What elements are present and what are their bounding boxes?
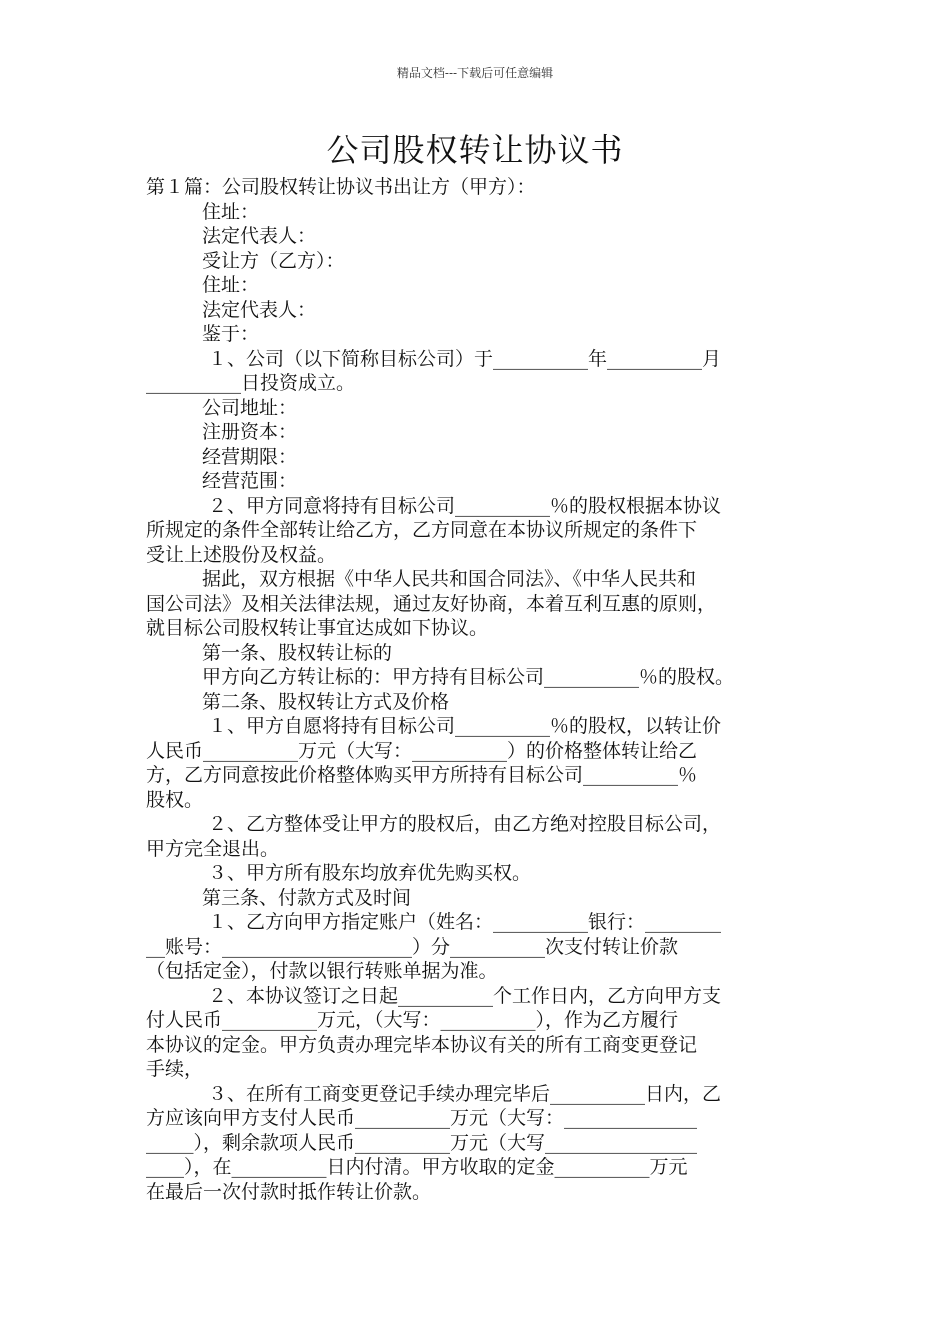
paragraph-line: 付人民币__________万元，（大写：__________），作为乙方履行	[146, 1009, 679, 1031]
paragraph-line: 经营期限：	[202, 445, 298, 468]
paragraph-line: 本协议的定金。甲方负责办理完毕本协议有关的所有工商变更登记	[146, 1033, 698, 1056]
paragraph-line: 受让方（乙方）：	[202, 249, 345, 272]
paragraph-line: 手续，	[146, 1058, 204, 1080]
paragraph-line: 住址：	[202, 200, 260, 223]
paragraph-line: 国公司法》及相关法律法规，通过友好协商，本着互利互惠的原则，	[146, 592, 717, 615]
paragraph-line: 住址：	[202, 274, 260, 296]
paragraph-line: 注册资本：	[202, 421, 298, 443]
paragraph-line: 方应该向甲方支付人民币__________万元（大写：______________	[146, 1107, 698, 1129]
document-title: 公司股权转让协议书	[326, 131, 624, 169]
paragraph-line: 股权。	[146, 788, 204, 811]
paragraph-line: ２、乙方整体受让甲方的股权后，由乙方绝对控股目标公司，	[202, 813, 722, 835]
paragraph-line: 所规定的条件全部转让给乙方，乙方同意在本协议所规定的条件下	[146, 519, 698, 541]
paragraph-line: 法定代表人：	[202, 225, 317, 247]
paragraph-line: 就目标公司股权转让事宜达成如下协议。	[146, 617, 489, 639]
paragraph-line: ３、在所有工商变更登记手续办理完毕后__________日内，乙	[202, 1082, 722, 1105]
paragraph-line: 公司地址：	[202, 396, 298, 419]
paragraph-line: 甲方完全退出。	[146, 837, 280, 860]
paragraph-line: 受让上述股份及权益。	[146, 543, 337, 566]
paragraph-line: _____），剩余款项人民币__________万元（大写________________	[146, 1131, 698, 1154]
paragraph-line: 第１篇：公司股权转让协议书出让方（甲方）：	[146, 176, 536, 198]
paragraph-line: 甲方向乙方转让标的：甲方持有目标公司__________％的股权。	[202, 666, 735, 688]
paragraph-line: １、乙方向甲方指定账户（姓名：__________银行：________	[202, 911, 722, 933]
paragraph-line: ____），在__________日内付清。甲方收取的定金__________万元	[146, 1156, 688, 1178]
paragraph-line: 方，乙方同意按此价格整体购买甲方所持有目标公司__________％	[146, 764, 698, 786]
paragraph-line: __账号：____________________）分__________次支付转让价款	[146, 935, 679, 958]
paragraph-line: 第一条、股权转让标的	[202, 641, 393, 664]
paragraph-line: 第三条、付款方式及时间	[202, 886, 412, 909]
paragraph-line: __________日投资成立。	[146, 372, 356, 394]
paragraph-line: １、甲方自愿将持有目标公司__________％的股权，以转让价	[202, 715, 722, 737]
paragraph-line: 经营范围：	[202, 470, 298, 492]
paragraph-line: ２、甲方同意将持有目标公司__________％的股权根据本协议	[202, 494, 722, 517]
document-body	[146, 175, 810, 1204]
paragraph-line: 据此，双方根据《中华人民共和国合同法》、《中华人民共和	[202, 568, 697, 590]
paragraph-line: 法定代表人：	[202, 298, 317, 321]
paragraph-line: ３、甲方所有股东均放弃优先购买权。	[202, 862, 532, 884]
paragraph-line: 鉴于：	[202, 323, 260, 345]
paragraph-line: （包括定金），付款以银行转账单据为准。	[146, 960, 498, 982]
paragraph-line: 在最后一次付款时抵作转让价款。	[146, 1180, 432, 1203]
paragraph-line: 人民币__________万元（大写：__________）的价格整体转让给乙	[146, 739, 698, 762]
paragraph-line: ２、本协议签订之日起__________个工作日内，乙方向甲方支	[202, 984, 722, 1007]
page-header-caption: 精品文档---下载后可任意编辑	[396, 66, 554, 80]
paragraph-line: １、公司（以下简称目标公司）于__________年__________月	[202, 347, 722, 370]
paragraph-line: 第二条、股权转让方式及价格	[202, 690, 450, 713]
